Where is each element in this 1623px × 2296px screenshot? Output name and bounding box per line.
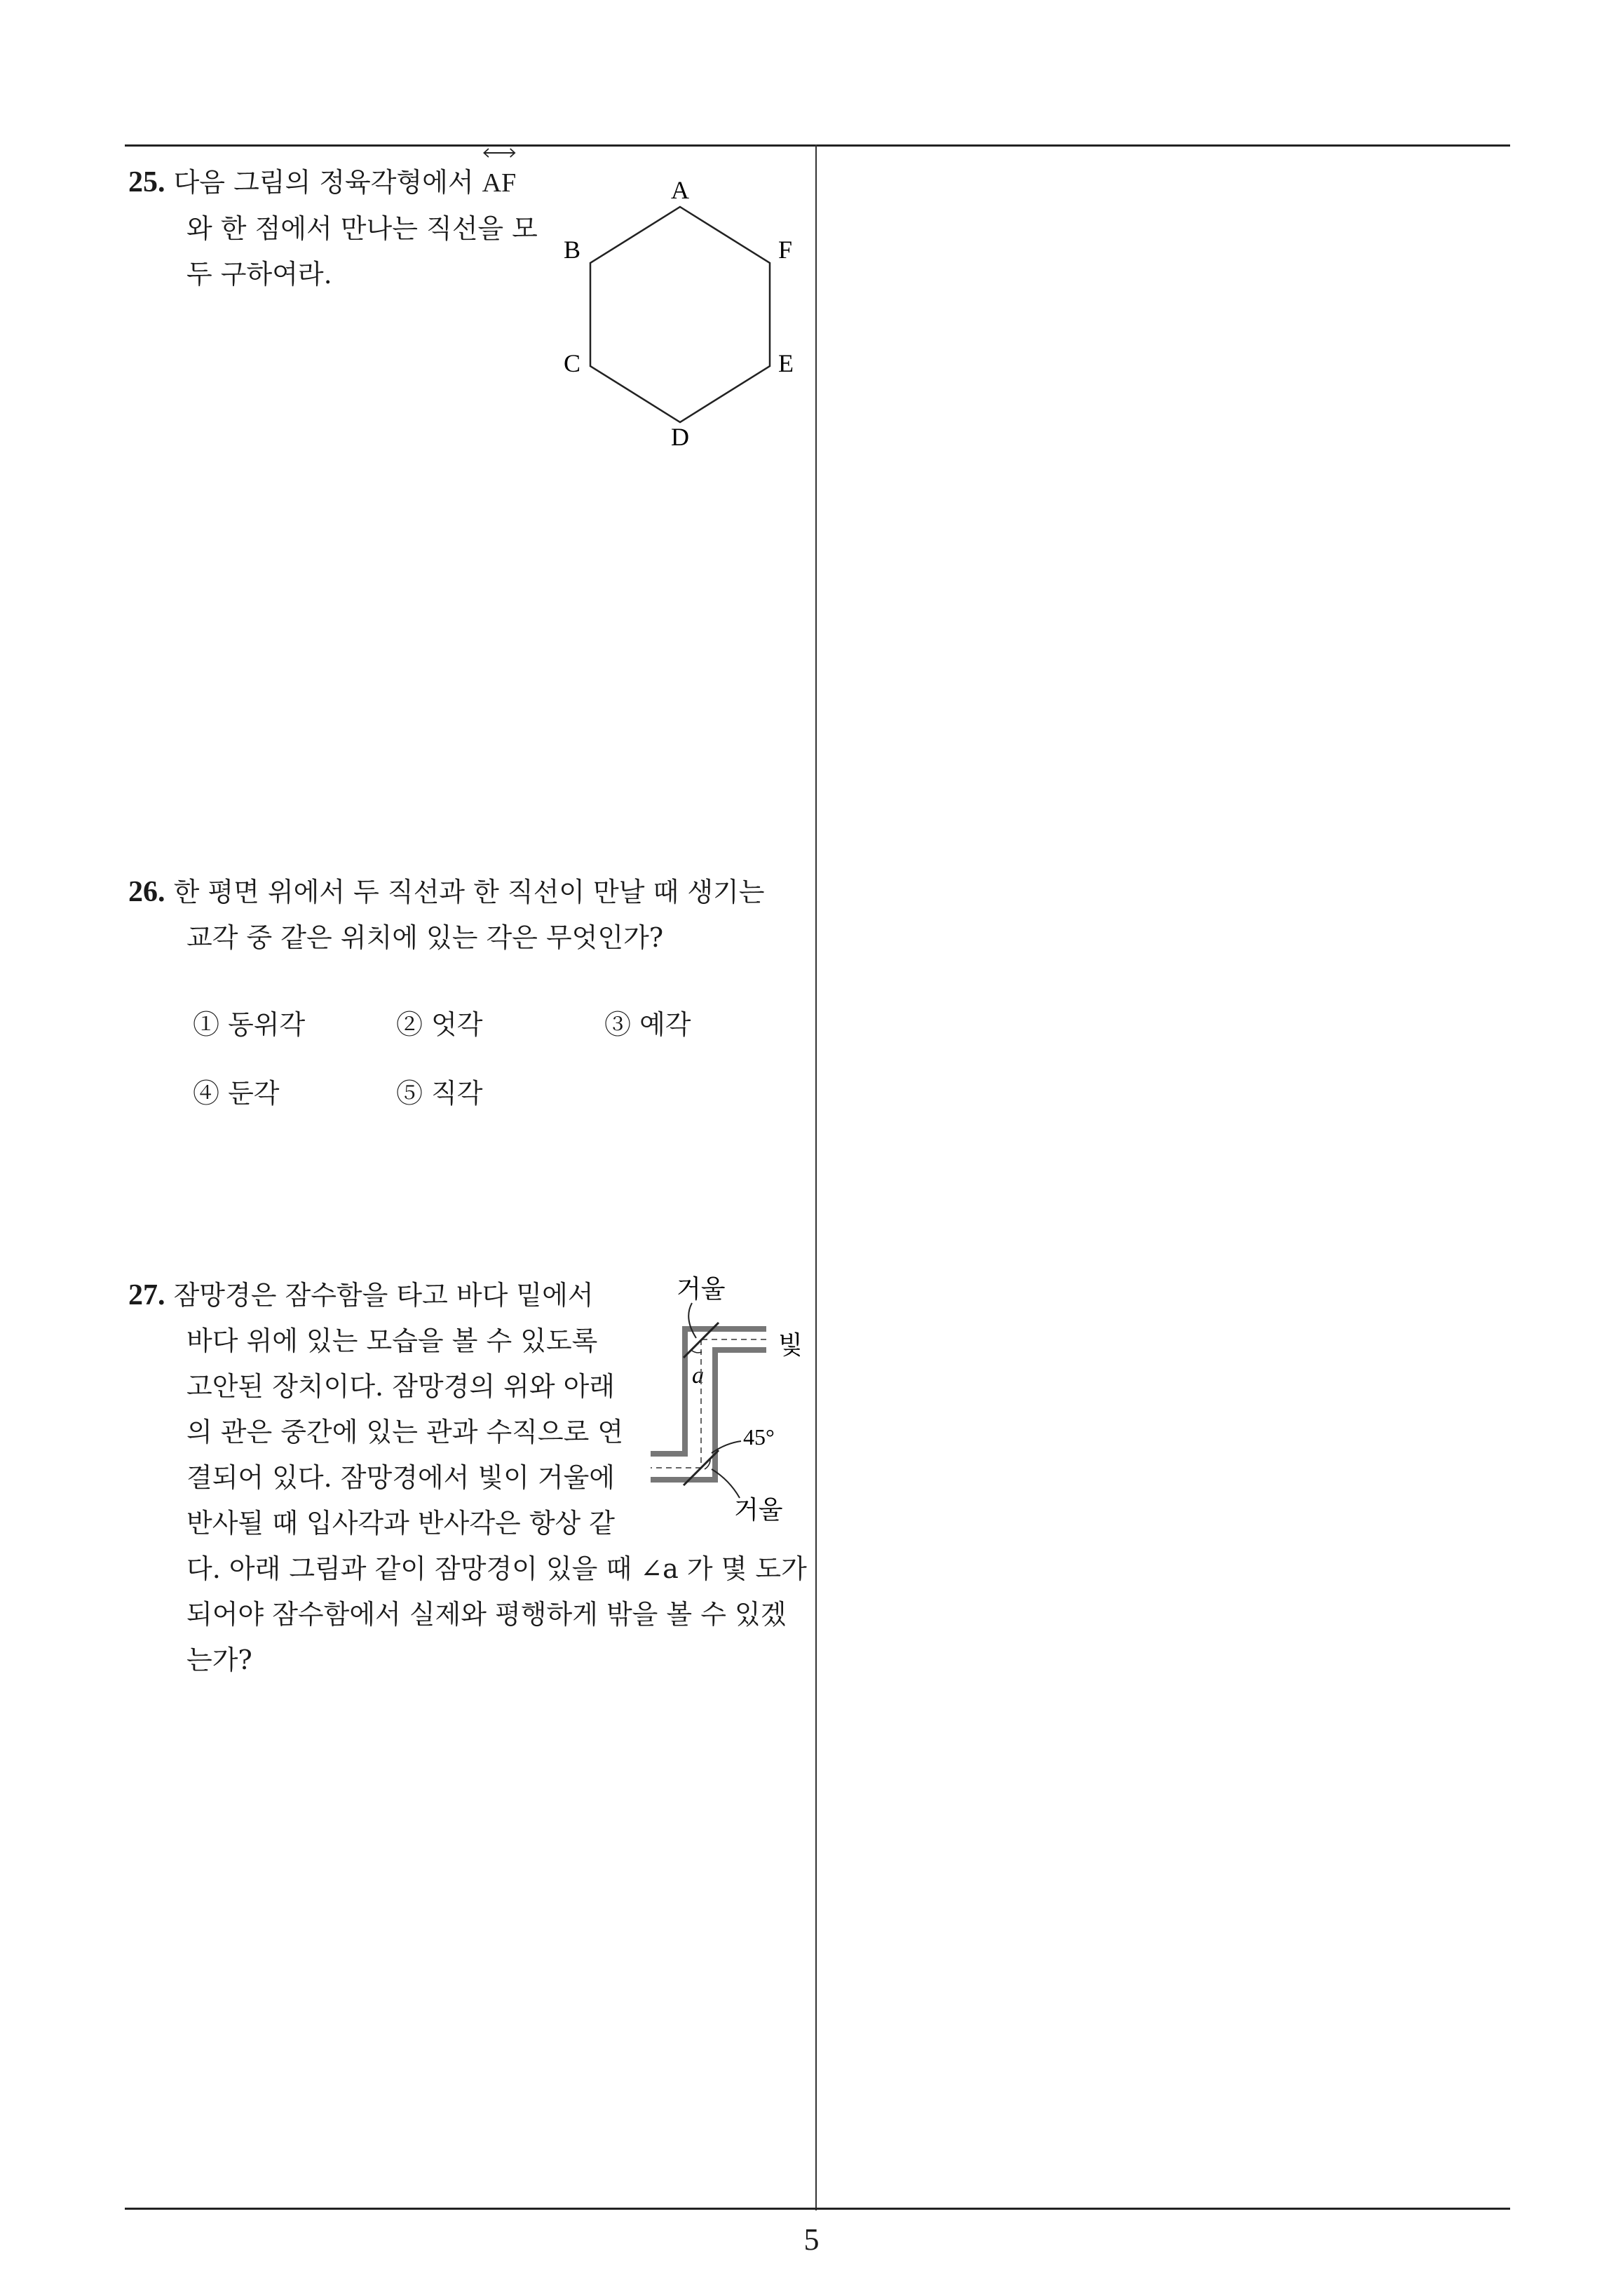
question-number: 26. (128, 876, 165, 908)
question-text: 결되어 있다. 잠망경에서 빛이 거울에 (186, 1462, 616, 1493)
vertex-label-e: E (778, 349, 794, 377)
periscope-tube (651, 1329, 766, 1480)
choice-2[interactable]: ② 엇각 (396, 1009, 483, 1040)
hexagon-figure (547, 168, 813, 449)
column-divider (815, 144, 817, 2210)
question-text: 의 관은 중간에 있는 관과 수직으로 연 (186, 1417, 624, 1447)
question-text: 두 구하여라. (186, 259, 332, 290)
top-rule (125, 144, 1510, 147)
choice-4[interactable]: ④ 둔각 (193, 1078, 280, 1109)
question-text: 잠망경은 잠수함을 타고 바다 밑에서 (173, 1280, 594, 1311)
question-26-line-1 (128, 870, 764, 915)
question-text: 고안된 장치이다. 잠망경의 위와 아래 (186, 1371, 616, 1402)
question-text: 한 평면 위에서 두 직선과 한 직선이 만날 때 생기는 (173, 877, 765, 907)
double-arrow-icon (482, 147, 517, 158)
question-text: 바다 위에 있는 모습을 볼 수 있도록 (186, 1325, 598, 1356)
angle-a-label: a (692, 1363, 704, 1389)
question-number: 27. (128, 1279, 165, 1311)
mirror-bottom-label: 거울 (734, 1496, 783, 1525)
question-text: 다음 그림의 정육각형에서 (173, 167, 474, 198)
question-text: 다. 아래 그림과 같이 잠망경이 있을 때 ∠a 가 몇 도가 (186, 1553, 807, 1584)
line-symbol-text: AF (482, 168, 517, 198)
angle-45-label: 45° (743, 1424, 775, 1450)
hexagon-shape (590, 207, 770, 422)
question-text: 되어야 잠수함에서 실제와 평행하게 밖을 볼 수 있겠 (186, 1599, 787, 1630)
question-number: 25. (128, 166, 165, 198)
periscope-figure (641, 1269, 813, 1532)
choice-5[interactable]: ⑤ 직각 (396, 1078, 483, 1109)
choice-3[interactable]: ③ 예각 (604, 1009, 691, 1040)
question-25 (128, 160, 538, 297)
line-symbol (482, 160, 517, 206)
vertex-label-b: B (563, 236, 580, 264)
vertex-label-a: A (671, 176, 689, 204)
question-26 (128, 870, 764, 961)
question-text: 반사될 때 입사각과 반사각은 항상 같 (186, 1508, 616, 1539)
light-label: 빛 (778, 1331, 803, 1360)
question-text: 교각 중 같은 위치에 있는 각은 무엇인가? (186, 922, 664, 953)
question-text: 와 한 점에서 만나는 직선을 모 (186, 213, 538, 244)
vertex-label-f: F (778, 236, 793, 264)
mirror-top-label: 거울 (677, 1275, 726, 1304)
vertex-label-d: D (671, 423, 689, 449)
question-25-line-1 (128, 160, 538, 206)
page-number: 5 (803, 2222, 820, 2257)
choice-1[interactable]: ① 동위각 (193, 1009, 306, 1040)
bottom-rule (125, 2208, 1510, 2210)
vertex-label-c: C (563, 349, 580, 377)
question-text: 는가? (186, 1645, 252, 1675)
